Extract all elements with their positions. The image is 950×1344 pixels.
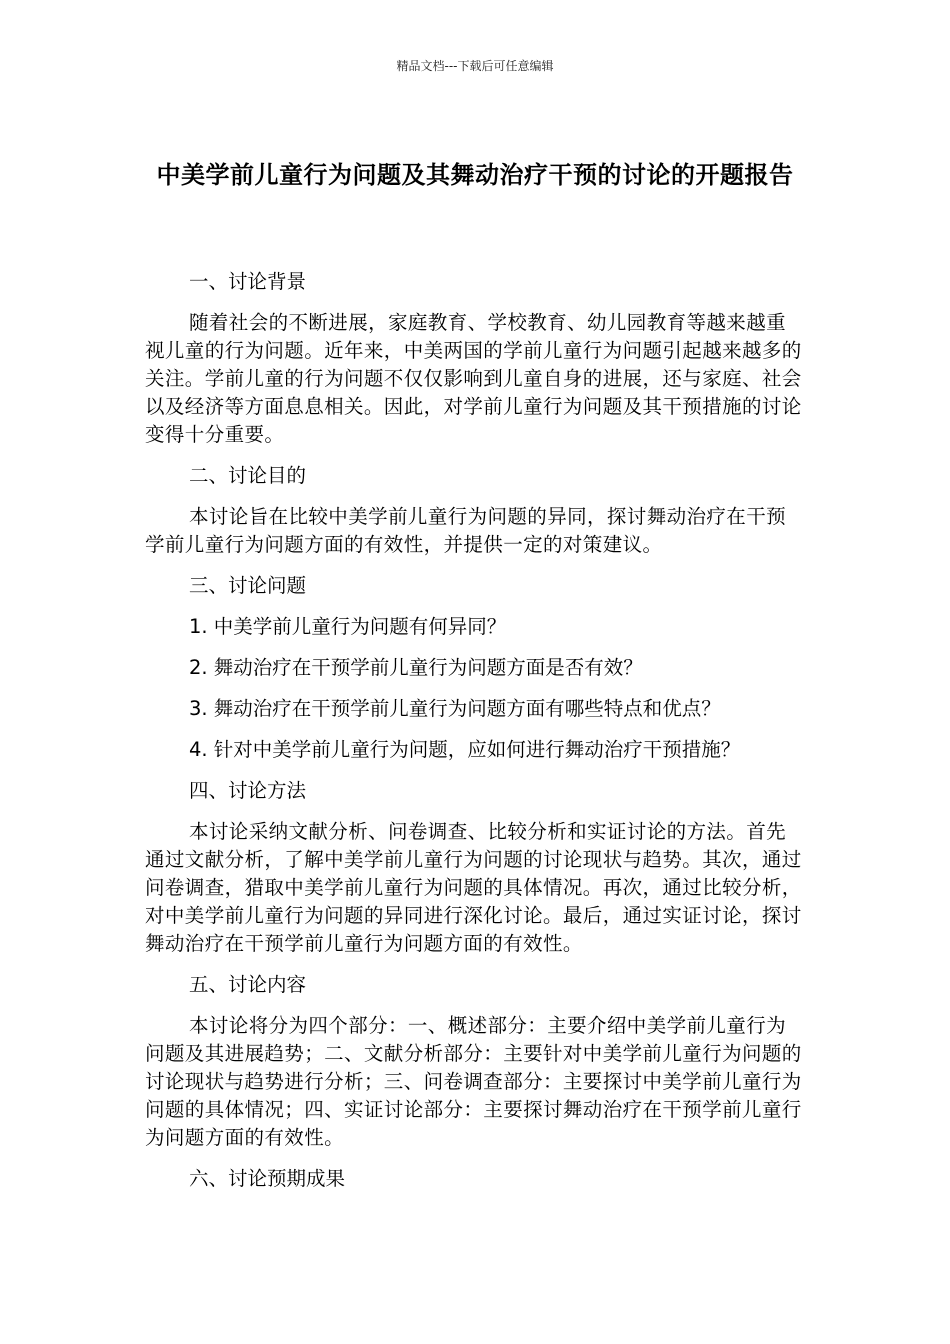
question-item-2: 2. 舞动治疗在干预学前儿童行为问题方面是否有效？ (189, 656, 643, 679)
section-heading-content: 五、讨论内容 (189, 973, 307, 996)
document-body (145, 268, 805, 1193)
section-text-content: 本讨论将分为四个部分：一、概述部分：主要介绍中美学前儿童行为问题及其进展趋势；二、文献分析部分：主要针对中美学前儿童行为问题的讨论现状与趋势进行分析；三、问卷调查部分：主要探讨中美学前儿童行为问题的具体情况；四、实证讨论部分：主要探讨舞动治疗在干预学前儿童行为问题方面的有效性。 (145, 1014, 802, 1149)
section-heading-purpose: 二、讨论目的 (189, 464, 307, 487)
question-item-3: 3. 舞动治疗在干预学前儿童行为问题方面有哪些特点和优点？ (189, 697, 721, 720)
section-heading-background: 一、讨论背景 (189, 270, 307, 293)
section-text-methods: 本讨论采纳文献分析、问卷调查、比较分析和实证讨论的方法。首先通过文献分析，了解中美学前儿童行为问题的讨论现状与趋势。其次，通过问卷调查，猎取中美学前儿童行为问题的具体情况。再次，通过比较分析，对中美学前儿童行为问题的异同进行深化讨论。最后，通过实证讨论，探讨舞动治疗在干预学前儿童行为问题方面的有效性。 (145, 820, 802, 955)
section-heading-questions: 三、讨论问题 (189, 574, 307, 597)
section-heading-outcomes: 六、讨论预期成果 (189, 1167, 346, 1190)
question-item-1: 1. 中美学前儿童行为问题有何异同？ (189, 615, 507, 638)
section-heading-methods: 四、讨论方法 (189, 779, 307, 802)
document-title: 中美学前儿童行为问题及其舞动治疗干预的讨论的开题报告 (156, 161, 794, 190)
section-text-purpose: 本讨论旨在比较中美学前儿童行为问题的异同，探讨舞动治疗在干预学前儿童行为问题方面的有效性，并提供一定的对策建议。 (145, 505, 787, 556)
page-header: 精品文档---下载后可任意编辑 (396, 59, 554, 73)
section-text-background: 随着社会的不断进展，家庭教育、学校教育、幼儿园教育等越来越重视儿童的行为问题。近年来，中美两国的学前儿童行为问题引起越来越多的关注。学前儿童的行为问题不仅仅影响到儿童自身的进展，还与家庭、社会以及经济等方面息息相关。因此，对学前儿童行为问题及其干预措施的讨论变得十分重要。 (145, 311, 802, 446)
question-item-4: 4. 针对中美学前儿童行为问题，应如何进行舞动治疗干预措施？ (189, 738, 741, 761)
